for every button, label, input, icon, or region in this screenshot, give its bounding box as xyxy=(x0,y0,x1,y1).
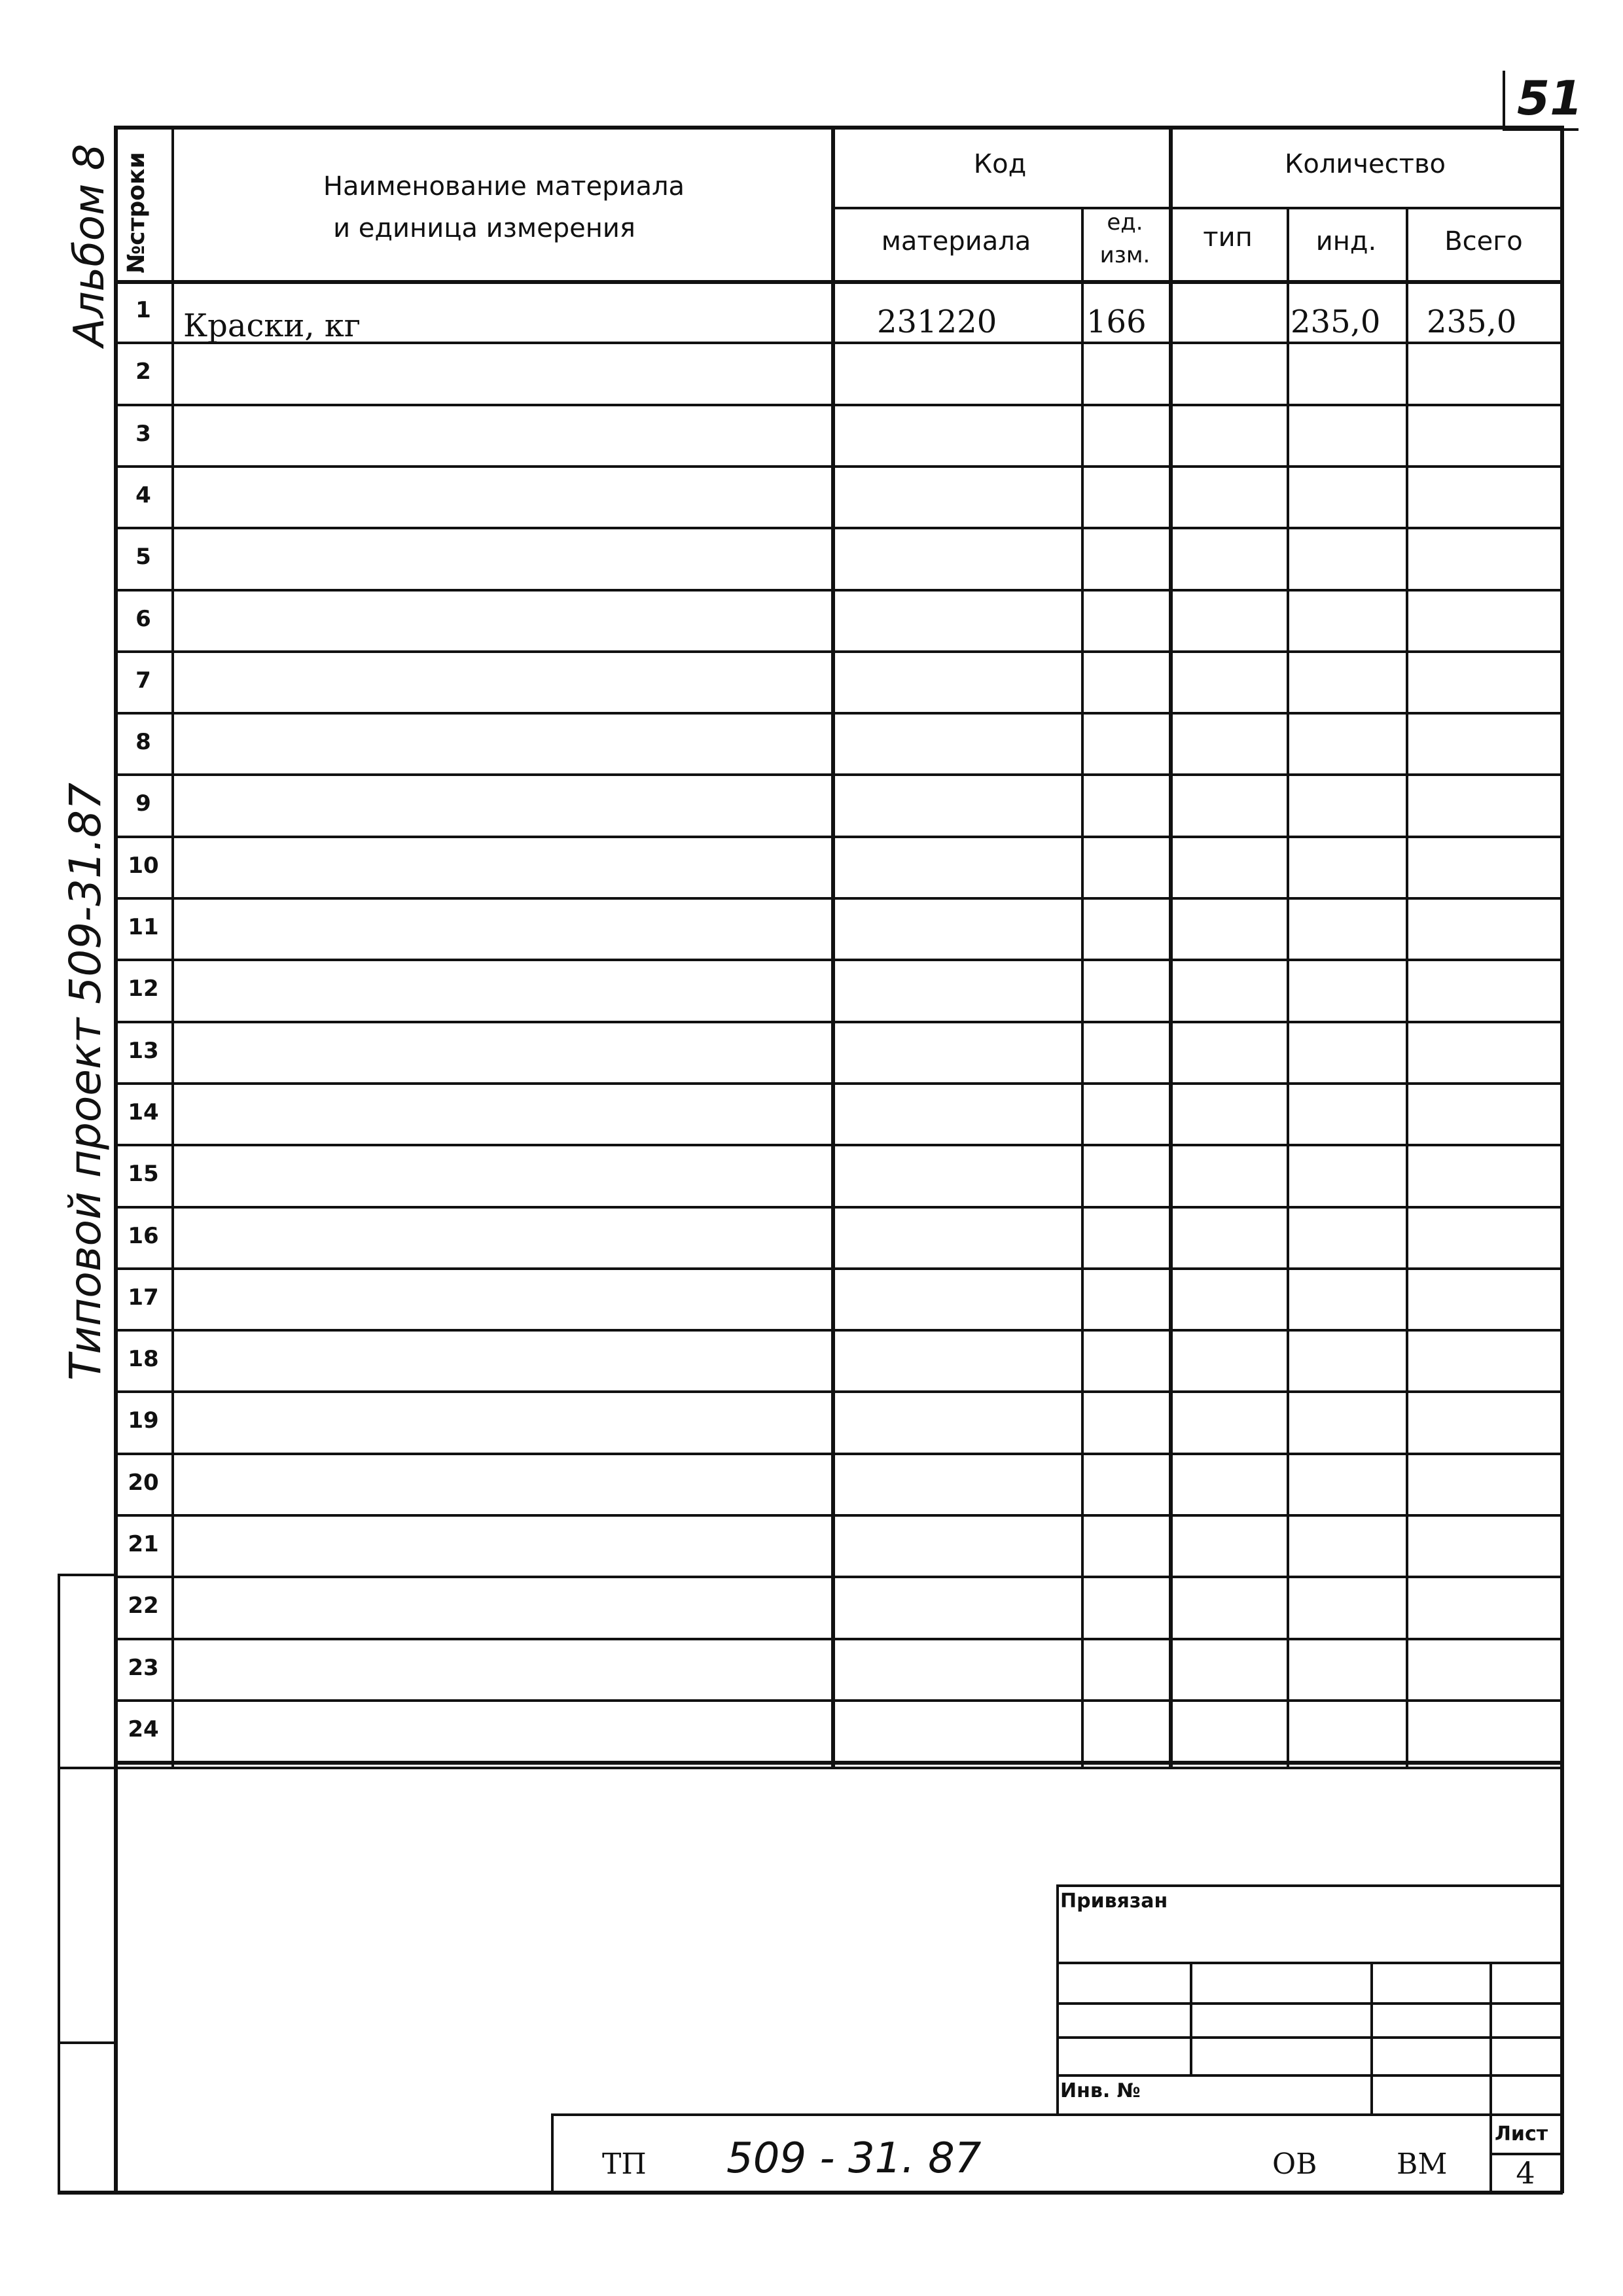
header-bottom-line xyxy=(114,280,1563,284)
row-number: 8 xyxy=(135,729,151,755)
attached-label: Привязан xyxy=(1060,1890,1168,1913)
row1-name: Краски, кг xyxy=(183,308,361,344)
frame-right xyxy=(1560,126,1564,2193)
row-number: 3 xyxy=(135,421,151,447)
header-total: Всего xyxy=(1444,226,1523,256)
row-line xyxy=(114,1144,1563,1146)
row-line xyxy=(114,712,1563,715)
row-line xyxy=(114,465,1563,468)
stamp-top-line xyxy=(114,1767,1563,1769)
row-number: 7 xyxy=(135,667,151,694)
attached-col-2 xyxy=(1370,1962,1373,2113)
row-line xyxy=(114,1453,1563,1455)
header-unit-line2: изм. xyxy=(1099,242,1150,268)
row-line xyxy=(114,589,1563,592)
row-line xyxy=(114,1761,1563,1765)
row-number: 10 xyxy=(128,853,159,879)
row-number: 15 xyxy=(128,1161,159,1187)
row-line xyxy=(114,897,1563,900)
col-type-right xyxy=(1287,208,1289,1768)
side-project-label: Типовой проект 509-31.87 xyxy=(60,783,111,1381)
header-code: Код xyxy=(973,149,1027,179)
stamp-tp: ТП xyxy=(602,2147,647,2181)
margin-left-line xyxy=(58,1574,60,2192)
margin-low-line xyxy=(58,2041,116,2044)
header-material: материала xyxy=(881,226,1031,256)
row-line xyxy=(114,1082,1563,1085)
row1-material: 231220 xyxy=(877,304,997,340)
header-row-no: №строки xyxy=(123,152,150,274)
col-name-right xyxy=(831,126,835,1768)
side-album-label: Альбом 8 xyxy=(65,143,114,347)
row-line xyxy=(114,959,1563,961)
header-name: Наименование материала xyxy=(323,171,685,202)
row-number: 5 xyxy=(135,544,151,570)
col-material-right xyxy=(1081,208,1084,1768)
frame-bottom xyxy=(58,2191,1563,2195)
row-line xyxy=(114,1329,1563,1332)
attached-line-3 xyxy=(1056,2036,1561,2039)
attached-line-4 xyxy=(1056,2074,1561,2077)
row-line xyxy=(114,1021,1563,1023)
header-unit: ед. xyxy=(1107,209,1143,236)
stamp-vm: ВМ xyxy=(1397,2147,1448,2181)
col-rowno-right xyxy=(171,126,174,1768)
stamp-doc-number: 509 - 31. 87 xyxy=(726,2134,982,2183)
col-unit-right xyxy=(1169,126,1173,1768)
row-number: 13 xyxy=(128,1038,159,1064)
row-line xyxy=(114,836,1563,838)
attached-line-1 xyxy=(1056,1962,1561,1964)
stamp-ov: ОВ xyxy=(1272,2147,1317,2181)
row1-total: 235,0 xyxy=(1427,304,1517,340)
row-number: 20 xyxy=(128,1470,159,1496)
row-number: 23 xyxy=(128,1655,159,1681)
sheet-number: 4 xyxy=(1516,2155,1535,2191)
row-number: 1 xyxy=(135,297,151,323)
row-number: 16 xyxy=(128,1223,159,1249)
row-line xyxy=(114,1576,1563,1578)
stamp-title-left xyxy=(551,2113,554,2192)
row-line xyxy=(114,1267,1563,1270)
header-type: тип xyxy=(1203,222,1253,253)
sheet-label: Лист xyxy=(1495,2123,1548,2146)
row-line xyxy=(114,527,1563,529)
row1-ind: 235,0 xyxy=(1291,304,1381,340)
row-number: 19 xyxy=(128,1407,159,1434)
margin-top-line xyxy=(58,1574,116,1576)
row-line xyxy=(114,404,1563,406)
page-number: 51 xyxy=(1517,71,1583,126)
attached-line-2 xyxy=(1056,2002,1561,2005)
header-name-line2: и единица измерения xyxy=(333,213,635,243)
frame-top xyxy=(114,126,1563,130)
row1-unit: 166 xyxy=(1086,304,1147,340)
row-line xyxy=(114,773,1563,776)
inv-label: Инв. № xyxy=(1060,2079,1141,2102)
col-ind-right xyxy=(1406,208,1408,1768)
row-number: 11 xyxy=(128,914,159,940)
row-number: 6 xyxy=(135,606,151,632)
attached-col-1 xyxy=(1190,1962,1192,2075)
page-number-bar xyxy=(1503,71,1505,131)
row-line xyxy=(114,1390,1563,1393)
row-number: 14 xyxy=(128,1099,159,1125)
attached-left xyxy=(1056,1884,1059,2113)
header-ind: инд. xyxy=(1315,226,1377,256)
row-number: 18 xyxy=(128,1346,159,1372)
row-number: 24 xyxy=(128,1716,159,1742)
stamp-title-top xyxy=(551,2113,1561,2116)
row-number: 17 xyxy=(128,1284,159,1311)
row-number: 12 xyxy=(128,976,159,1002)
row-line xyxy=(114,1206,1563,1209)
row-line xyxy=(114,650,1563,653)
row-number: 9 xyxy=(135,790,151,817)
header-mid-line xyxy=(831,207,1561,209)
row-number: 22 xyxy=(128,1593,159,1619)
attached-top xyxy=(1056,1884,1561,1887)
row-line xyxy=(114,1699,1563,1702)
row-number: 21 xyxy=(128,1531,159,1557)
row-number: 4 xyxy=(135,482,151,508)
row-line xyxy=(114,1514,1563,1517)
margin-mid-line xyxy=(58,1767,116,1769)
header-quantity: Количество xyxy=(1284,149,1446,179)
row-number: 2 xyxy=(135,359,151,385)
row-line xyxy=(114,1638,1563,1640)
